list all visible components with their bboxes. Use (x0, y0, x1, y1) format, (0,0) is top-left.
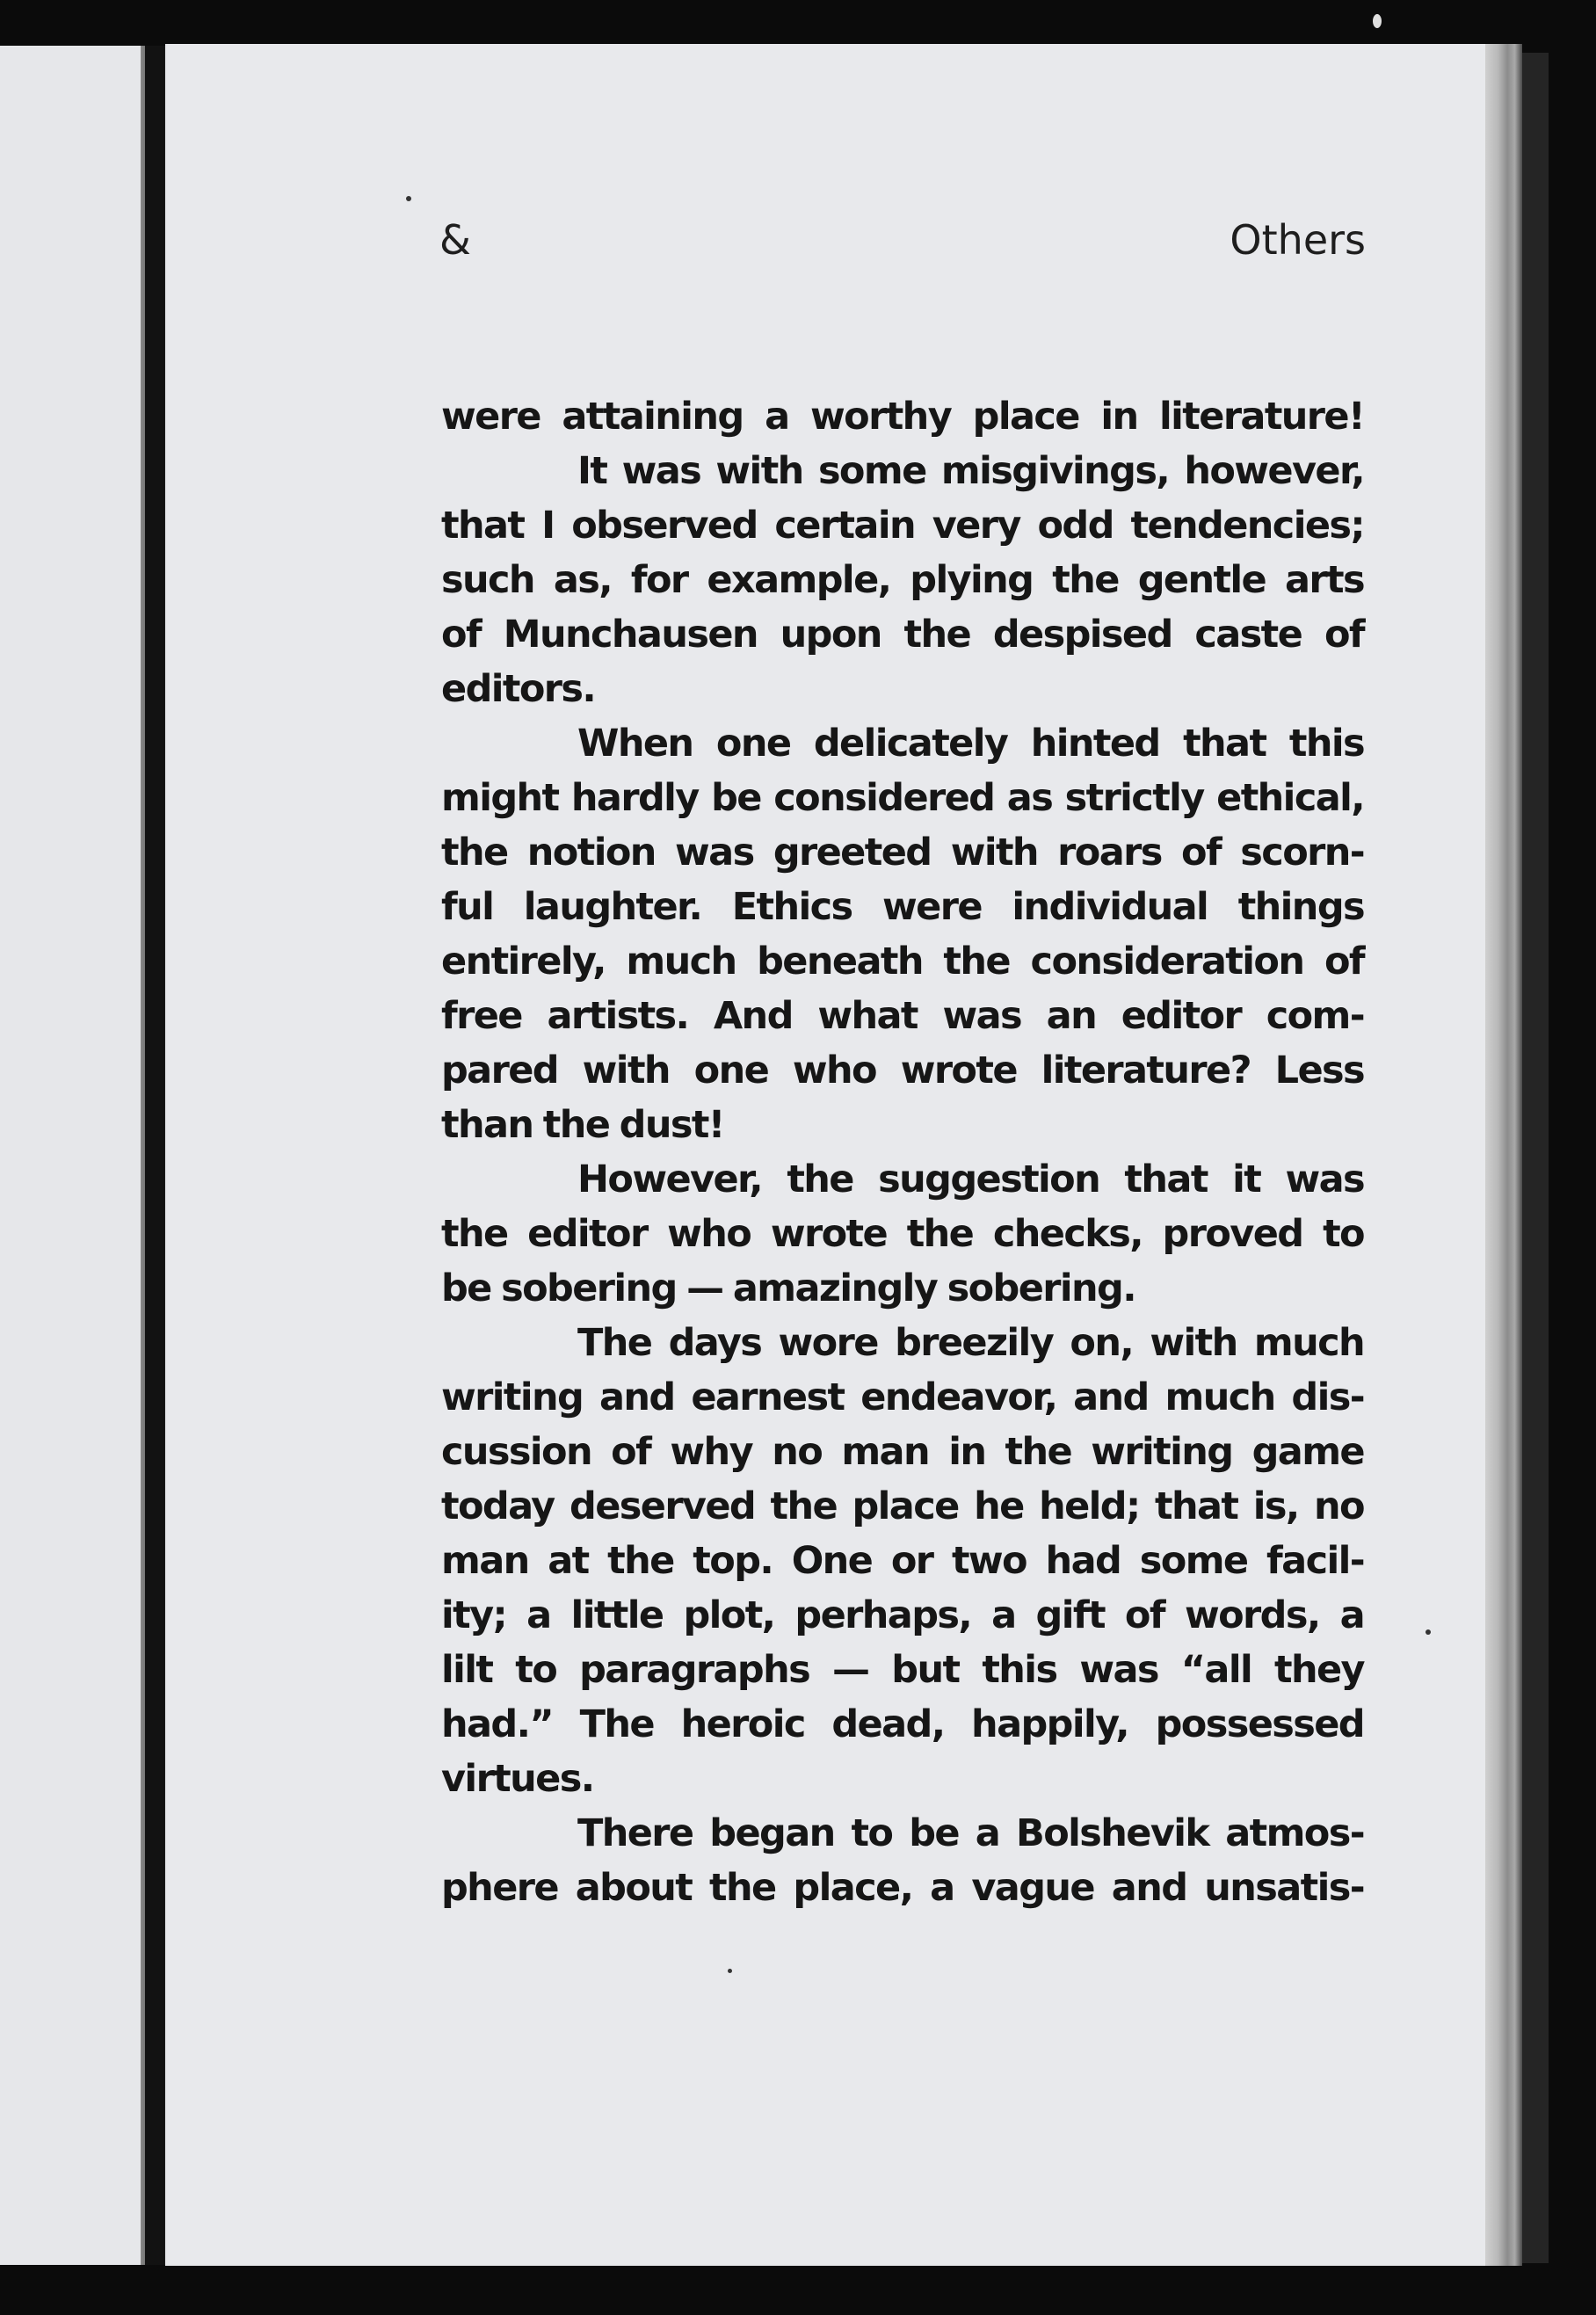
text-line: editors. (441, 667, 596, 711)
text-line: The days wore breezily on, with much (577, 1321, 1364, 1365)
book-spine (145, 46, 164, 2265)
scan-speck (406, 196, 411, 201)
text-line: had.” The heroic dead, happily, possessed (441, 1702, 1364, 1746)
text-line: virtues. (441, 1757, 594, 1801)
running-header (439, 216, 1366, 269)
running-header-title: Others (1230, 216, 1366, 264)
text-line: the editor who wrote the checks, proved to (441, 1212, 1364, 1256)
body-text (441, 389, 1364, 1915)
text-line: free artists. And what was an editor com- (441, 994, 1364, 1038)
text-line: were attaining a worthy place in literature! (441, 395, 1364, 439)
text-line: pared with one who wrote literature? Less (441, 1049, 1364, 1092)
text-line: than the dust! (441, 1103, 724, 1147)
scan-speck (1373, 14, 1382, 28)
text-line: lilt to paragraphs — but this was “all they (441, 1648, 1364, 1692)
text-line: It was with some misgivings, however, (577, 449, 1364, 493)
text-line: might hardly be considered as strictly ethical, (441, 776, 1364, 820)
text-line: such as, for example, plying the gentle arts (441, 558, 1364, 602)
text-line: When one delicately hinted that this (577, 722, 1364, 766)
text-line: ity; a little plot, perhaps, a gift of words, a (441, 1593, 1364, 1637)
text-line: There began to be a Bolshevik atmos- (577, 1811, 1364, 1855)
text-line: today deserved the place he held; that is, no (441, 1484, 1364, 1528)
text-line: man at the top. One or two had some facil- (441, 1539, 1364, 1583)
text-line: that I observed certain very odd tendencies; (441, 504, 1364, 548)
text-line: ful laughter. Ethics were individual things (441, 885, 1364, 929)
text-line: entirely, much beneath the consideration of (441, 940, 1364, 983)
running-header-left: & (439, 216, 471, 264)
page-edge (1485, 44, 1522, 2266)
facing-page (0, 46, 148, 2265)
text-line: the notion was greeted with roars of scorn- (441, 831, 1364, 874)
book-cover-edge (1522, 53, 1549, 2263)
text-line: writing and earnest endeavor, and much dis- (441, 1375, 1364, 1419)
scan-speck (1426, 1629, 1431, 1635)
text-line: cussion of why no man in the writing game (441, 1430, 1364, 1474)
text-line: However, the suggestion that it was (577, 1158, 1364, 1201)
text-line: of Munchausen upon the despised caste of (441, 613, 1364, 657)
text-line: phere about the place, a vague and unsatis- (441, 1866, 1364, 1910)
text-line: be sobering — amazingly sobering. (441, 1266, 1135, 1310)
scan-speck (728, 1969, 732, 1973)
